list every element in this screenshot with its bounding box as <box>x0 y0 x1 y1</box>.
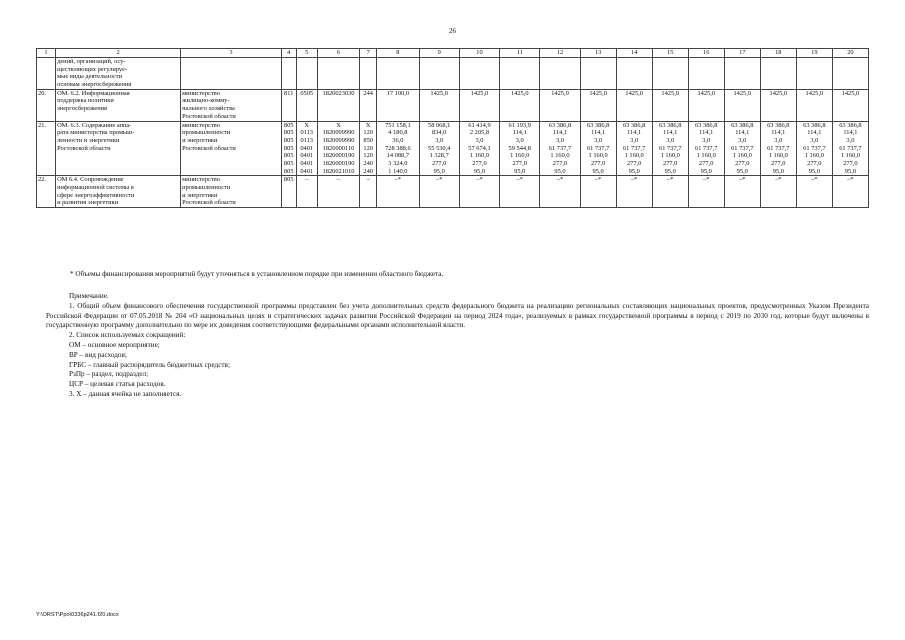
csr-value: X <box>336 121 341 129</box>
amount-value: 95,0 <box>700 167 712 175</box>
amount-value: 1425,0 <box>430 89 448 97</box>
note-item-1: 1. Общий объем финансового обеспечения государственной программы представлен без учета дополнительных средств федерального бюджета на реализацию региональных составляющих национальных проектов, предусмотренных Указом Президента Российской Федерации от 07.05.2018 № 204 «О национальных целях и стратегических задачах развития Российской Федерации на период 2024 года», реализуемых в рамках государственной программы в период с 2019 по 2030 год, которые будут включены в государственную программу дополнительно по мере их доведения соответствующими федеральными органами исполнительной власти. <box>46 301 869 330</box>
amount-value: 95,0 <box>514 167 526 175</box>
name-line: основам энергосбережения <box>57 81 132 89</box>
amount-value: 1425,0 <box>733 89 752 97</box>
empty-cell <box>419 58 459 90</box>
row-name-cell <box>56 176 181 208</box>
grbs-value: 805 <box>283 136 294 144</box>
executor-line: Ростовской области <box>182 144 236 152</box>
grbs-value: 811 <box>284 89 294 97</box>
csr-value: – <box>336 176 341 184</box>
empty-cell <box>296 58 317 90</box>
amount-value: 95,0 <box>628 167 640 175</box>
value-cell <box>459 121 499 176</box>
header-cell: 4 <box>281 49 296 58</box>
amount-value: 95,0 <box>736 167 748 175</box>
amount-value: 63 386,8 <box>548 121 572 129</box>
amount-value: 1425,0 <box>841 89 860 97</box>
value-cell <box>760 176 796 208</box>
amount-value: 3,0 <box>666 136 675 144</box>
empty-cell <box>181 58 282 90</box>
table-row <box>37 121 869 176</box>
value-cell <box>796 121 832 176</box>
name-line: рата министерства промыш- <box>57 129 135 137</box>
amount-value: 63 386,8 <box>839 121 862 129</box>
header-cell: 18 <box>760 49 796 58</box>
value-cell <box>540 89 580 121</box>
value-cell <box>832 89 868 121</box>
amount-value: 277,0 <box>699 159 714 167</box>
amount-value: 1 140,0 <box>388 167 408 175</box>
page-number: 26 <box>449 27 456 35</box>
budget-table <box>36 48 869 208</box>
value-cell <box>540 121 580 176</box>
name-line: ОМ. 6.3. Содержание аппа- <box>57 121 132 129</box>
name-line: и развития энергетики <box>57 199 119 207</box>
value-cell <box>500 89 540 121</box>
executor-line: министерство <box>182 176 220 184</box>
name-line: ОМ. 6.2. Информационная <box>57 89 130 97</box>
rzpr-cell <box>296 89 317 121</box>
name-line: ществляющих регулируе- <box>57 65 127 73</box>
csr-cell <box>317 176 359 208</box>
rzpr-value: 0401 <box>300 167 314 175</box>
value-cell <box>724 176 760 208</box>
amount-value: –* <box>630 176 638 184</box>
amount-value: 277,0 <box>472 159 487 167</box>
amount-value: 61 737,7 <box>622 144 646 152</box>
vr-cell <box>360 89 377 121</box>
amount-value: 1 160,0 <box>510 152 530 160</box>
amount-value: 114,1 <box>663 129 678 137</box>
executor-line: нального хозяйства <box>182 105 235 113</box>
amount-value: 1 160,0 <box>550 152 570 160</box>
executor-line: жилищно-комму- <box>182 97 230 105</box>
amount-value: 95,0 <box>844 167 857 175</box>
amount-value: 61 737,7 <box>695 144 718 152</box>
amount-value: 1 160,0 <box>588 152 608 160</box>
amount-value: 14 088,7 <box>386 152 410 160</box>
executor-line: промышленности <box>182 184 231 191</box>
header-cell: 15 <box>652 49 688 58</box>
row-number-cell: 22. <box>37 176 56 208</box>
executor-line: промышленности <box>182 129 231 137</box>
amount-value: 1 160,0 <box>469 152 490 160</box>
abbr-om: ОМ – основное мероприятие; <box>69 340 160 349</box>
rzpr-value: 0401 <box>300 144 314 152</box>
header-cell: 7 <box>360 49 377 58</box>
header-cell: 5 <box>296 49 317 58</box>
table-row <box>37 176 869 208</box>
notes-section <box>46 292 869 400</box>
csr-value: 1820000190 <box>322 152 355 160</box>
value-cell <box>616 176 652 208</box>
value-cell <box>580 89 616 121</box>
empty-cell <box>500 58 540 90</box>
amount-value: 3,0 <box>435 136 444 144</box>
amount-value: –* <box>556 176 564 184</box>
rzpr-cell <box>296 176 317 208</box>
amount-value: 95,0 <box>433 167 445 175</box>
amount-value: –* <box>703 176 710 184</box>
amount-value: 114,1 <box>735 129 750 137</box>
value-cell <box>580 121 616 176</box>
vr-value: 240 <box>363 159 373 167</box>
amount-value: 57 674,1 <box>468 144 491 152</box>
vr-value: 240 <box>363 167 373 175</box>
amount-value: 3,0 <box>702 136 711 144</box>
empty-cell <box>459 58 499 90</box>
value-cell <box>652 89 688 121</box>
header-cell: 8 <box>377 49 419 58</box>
grbs-cell <box>281 89 296 121</box>
header-cell: 10 <box>459 49 499 58</box>
amount-value: 3,0 <box>738 136 747 144</box>
name-line: ОМ 6.4. Сопровождение <box>57 176 124 184</box>
value-cell <box>419 121 459 176</box>
empty-cell <box>580 58 616 90</box>
header-cell: 20 <box>832 49 868 58</box>
amount-value: 3,0 <box>774 136 783 144</box>
amount-value: 728 388,6 <box>385 144 411 152</box>
amount-value: 95,0 <box>554 167 566 175</box>
rzpr-value: 0505 <box>300 89 314 97</box>
value-cell <box>377 121 419 176</box>
grbs-value: 805 <box>283 167 294 175</box>
amount-value: 61 737,7 <box>767 144 790 152</box>
amount-value: 3,0 <box>515 136 524 144</box>
notes-title: Примечание. <box>69 292 109 300</box>
amount-value: 95,0 <box>808 167 820 175</box>
value-cell <box>459 176 499 208</box>
amount-value: 61 737,7 <box>548 144 572 152</box>
empty-cell <box>377 58 419 90</box>
amount-value: 3,0 <box>810 136 819 144</box>
amount-value: 277,0 <box>771 159 786 167</box>
amount-value: 834,0 <box>432 129 447 137</box>
file-path: Y:\ORST\Ppo\0336p241.f20.docx <box>36 612 119 618</box>
row-name-cell <box>56 121 181 176</box>
amount-value: 114,1 <box>512 129 527 137</box>
row-name-cell <box>56 58 181 90</box>
row-number-cell: 20. <box>37 89 56 121</box>
amount-value: 61 737,7 <box>659 144 682 152</box>
amount-value: 1 160,0 <box>804 152 824 160</box>
amount-value: 63 386,8 <box>767 121 790 129</box>
vr-value: 120 <box>363 152 373 160</box>
amount-value: 55 530,4 <box>428 144 451 152</box>
table-row <box>37 89 869 121</box>
empty-cell <box>540 58 580 90</box>
amount-value: 2 205,8 <box>469 129 490 137</box>
executor-line: министерство <box>182 121 220 129</box>
amount-value: 36,0 <box>392 136 404 144</box>
amount-value: 1425,0 <box>551 89 569 97</box>
grbs-cell <box>281 176 296 208</box>
empty-cell <box>652 58 688 90</box>
amount-value: 1425,0 <box>589 89 607 97</box>
amount-value: 1 160,0 <box>768 152 788 160</box>
header-cell: 9 <box>419 49 459 58</box>
note-item-2: 2. Список используемых сокращений: <box>69 331 186 340</box>
amount-value: –* <box>847 176 854 184</box>
rzpr-cell <box>296 121 317 176</box>
amount-value: –* <box>739 176 746 184</box>
value-cell <box>796 176 832 208</box>
value-cell <box>419 89 459 121</box>
value-cell <box>724 121 760 176</box>
vr-value: 244 <box>363 89 373 97</box>
grbs-value: 805 <box>283 159 294 167</box>
csr-value: 1820023030 <box>322 89 355 97</box>
header-cell: 14 <box>616 49 652 58</box>
value-cell <box>832 176 868 208</box>
row-number-cell <box>37 58 56 90</box>
rzpr-value: 0401 <box>300 159 314 167</box>
amount-value: 277,0 <box>843 159 858 167</box>
amount-value: 277,0 <box>807 159 822 167</box>
empty-cell <box>281 58 296 90</box>
header-cell: 19 <box>796 49 832 58</box>
amount-value: 61 737,7 <box>731 144 754 152</box>
executor-cell <box>181 89 282 121</box>
name-line: ленности и энергетики <box>57 136 120 144</box>
executor-line: и энергетики <box>182 191 218 199</box>
amount-value: 277,0 <box>590 159 606 167</box>
amount-value: 114,1 <box>699 129 714 137</box>
amount-value: 751 158,1 <box>385 121 411 129</box>
abbr-grbs: ГРБС – главный распорядитель бюджетных средств; <box>69 360 230 369</box>
vr-value: 120 <box>363 144 373 152</box>
amount-value: 277,0 <box>735 159 750 167</box>
amount-value: 63 386,8 <box>731 121 754 129</box>
executor-line: министерство <box>182 89 220 97</box>
name-line: информационной системы в <box>57 184 134 191</box>
amount-value: 114,1 <box>552 129 568 137</box>
value-cell <box>540 176 580 208</box>
amount-value: 277,0 <box>626 159 642 167</box>
csr-cell <box>317 121 359 176</box>
empty-cell <box>832 58 868 90</box>
amount-value: 277,0 <box>512 159 527 167</box>
csr-value: 1820021010 <box>322 167 355 175</box>
amount-value: 114,1 <box>843 129 858 137</box>
rzpr-value: 0401 <box>300 152 314 160</box>
grbs-cell <box>281 121 296 176</box>
empty-cell <box>360 58 377 90</box>
executor-line: Ростовской области <box>182 199 236 207</box>
amount-value: 3,0 <box>475 136 484 144</box>
empty-cell <box>796 58 832 90</box>
csr-value: 1820000110 <box>322 144 355 152</box>
amount-value: 3,0 <box>594 136 603 144</box>
header-cell: 12 <box>540 49 580 58</box>
table-row <box>37 58 869 90</box>
executor-cell <box>181 176 282 208</box>
amount-value: 59 544,8 <box>508 144 531 152</box>
value-cell <box>688 89 724 121</box>
value-cell <box>377 89 419 121</box>
value-cell <box>500 121 540 176</box>
name-line: поддержка политики <box>57 97 114 105</box>
amount-value: 1 160,0 <box>732 152 752 160</box>
vr-value: X <box>365 121 371 129</box>
footnote: * Объемы финансирования мероприятий будут уточняться в установленном порядке при изменении областного бюджета. <box>70 270 444 278</box>
amount-value: –* <box>394 176 402 184</box>
amount-value: 114,1 <box>627 129 642 137</box>
rzpr-value: – <box>305 176 309 184</box>
amount-value: –* <box>594 176 602 184</box>
value-cell <box>796 89 832 121</box>
row-number-cell: 21. <box>37 121 56 176</box>
amount-value: 277,0 <box>552 159 568 167</box>
rzpr-value: X <box>304 121 310 129</box>
amount-value: 1425,0 <box>697 89 716 97</box>
empty-cell <box>724 58 760 90</box>
header-cell: 1 <box>37 49 56 58</box>
amount-value: 95,0 <box>592 167 604 175</box>
amount-value: 1425,0 <box>510 89 529 97</box>
name-line: Ростовской области <box>57 144 111 152</box>
amount-value: 63 386,8 <box>586 121 610 129</box>
vr-value: 120 <box>363 129 373 137</box>
amount-value: 1 328,7 <box>429 152 449 160</box>
executor-line: и энергетики <box>182 136 218 144</box>
value-cell <box>459 89 499 121</box>
amount-value: –* <box>811 176 818 184</box>
name-line: сфере энергоэффективности <box>57 191 135 199</box>
amount-value: 1425,0 <box>805 89 824 97</box>
amount-value: 3 324,0 <box>388 159 408 167</box>
empty-cell <box>688 58 724 90</box>
value-cell <box>500 176 540 208</box>
name-line: энергосбережения <box>57 105 107 113</box>
abbr-vr: ВР – вид расходов; <box>69 350 127 359</box>
header-cell: 16 <box>688 49 724 58</box>
grbs-value: 805 <box>283 129 294 137</box>
header-cell: 11 <box>500 49 540 58</box>
amount-value: 1 160,0 <box>624 152 644 160</box>
value-cell <box>616 89 652 121</box>
name-line: мые виды деятельности <box>57 73 122 81</box>
abbr-rzpr: РзПр – раздел, подраздел; <box>69 370 149 379</box>
value-cell <box>377 176 419 208</box>
amount-value: 63 386,8 <box>695 121 718 129</box>
value-cell <box>760 121 796 176</box>
amount-value: 61 193,9 <box>508 121 531 129</box>
csr-cell <box>317 89 359 121</box>
amount-value: 61 737,7 <box>839 144 862 152</box>
value-cell <box>652 176 688 208</box>
amount-value: 1425,0 <box>470 89 489 97</box>
value-cell <box>724 89 760 121</box>
value-cell <box>616 121 652 176</box>
amount-value: 3,0 <box>555 136 564 144</box>
row-name-cell <box>56 89 181 121</box>
grbs-value: 805 <box>283 121 294 129</box>
amount-value: 61 414,9 <box>468 121 491 129</box>
value-cell <box>652 121 688 176</box>
csr-value: 1820099990 <box>322 136 355 144</box>
amount-value: 277,0 <box>663 159 678 167</box>
amount-value: 63 386,8 <box>659 121 682 129</box>
amount-value: 114,1 <box>591 129 606 137</box>
header-cell: 3 <box>181 49 282 58</box>
amount-value: 1 160,0 <box>660 152 680 160</box>
csr-value: 1820099990 <box>322 129 355 137</box>
amount-value: 1425,0 <box>625 89 643 97</box>
header-cell: 2 <box>56 49 181 58</box>
amount-value: 61 737,7 <box>586 144 610 152</box>
empty-cell <box>317 58 359 90</box>
amount-value: 1425,0 <box>661 89 679 97</box>
amount-value: 277,0 <box>432 159 447 167</box>
amount-value: –* <box>667 176 674 184</box>
header-cell: 13 <box>580 49 616 58</box>
value-cell <box>832 121 868 176</box>
rzpr-value: 0113 <box>300 129 313 137</box>
grbs-value: 805 <box>283 176 294 184</box>
amount-value: –* <box>516 176 523 184</box>
amount-value: –* <box>775 176 782 184</box>
abbr-csr: ЦСР – целевая статья расходов. <box>69 380 166 389</box>
amount-value: 114,1 <box>807 129 822 137</box>
amount-value: 95,0 <box>772 167 784 175</box>
amount-value: 95,0 <box>473 167 486 175</box>
amount-value: 3,0 <box>630 136 639 144</box>
amount-value: 1 160,0 <box>696 152 716 160</box>
value-cell <box>580 176 616 208</box>
header-cell: 6 <box>317 49 359 58</box>
amount-value: –* <box>436 176 443 184</box>
executor-line: Ростовской области <box>182 112 236 120</box>
vr-value: 850 <box>363 136 373 144</box>
vr-value: – <box>366 176 370 184</box>
value-cell <box>688 176 724 208</box>
vr-cell <box>360 121 377 176</box>
amount-value: 63 386,8 <box>622 121 646 129</box>
rzpr-value: 0113 <box>300 136 313 144</box>
vr-cell <box>360 176 377 208</box>
name-line: дений, организаций, осу- <box>57 58 126 65</box>
amount-value: 4 180,8 <box>388 129 408 137</box>
note-item-3: 3. Х – данная ячейка не заполняется. <box>69 389 182 398</box>
amount-value: 1425,0 <box>769 89 788 97</box>
value-cell <box>419 176 459 208</box>
amount-value: 1 160,0 <box>840 152 860 160</box>
amount-value: 3,0 <box>846 136 855 144</box>
amount-value: 61 737,7 <box>803 144 826 152</box>
header-cell: 17 <box>724 49 760 58</box>
amount-value: 17 100,0 <box>386 89 410 97</box>
executor-cell <box>181 121 282 176</box>
grbs-value: 805 <box>283 144 294 152</box>
empty-cell <box>616 58 652 90</box>
amount-value: 95,0 <box>664 167 676 175</box>
csr-value: 1820000190 <box>322 159 355 167</box>
grbs-value: 805 <box>283 152 294 160</box>
value-cell <box>688 121 724 176</box>
table-header-row <box>37 49 869 58</box>
amount-value: 63 386,8 <box>803 121 826 129</box>
amount-value: 58 068,1 <box>428 121 451 129</box>
value-cell <box>760 89 796 121</box>
empty-cell <box>760 58 796 90</box>
amount-value: –* <box>476 176 483 184</box>
amount-value: 114,1 <box>771 129 786 137</box>
